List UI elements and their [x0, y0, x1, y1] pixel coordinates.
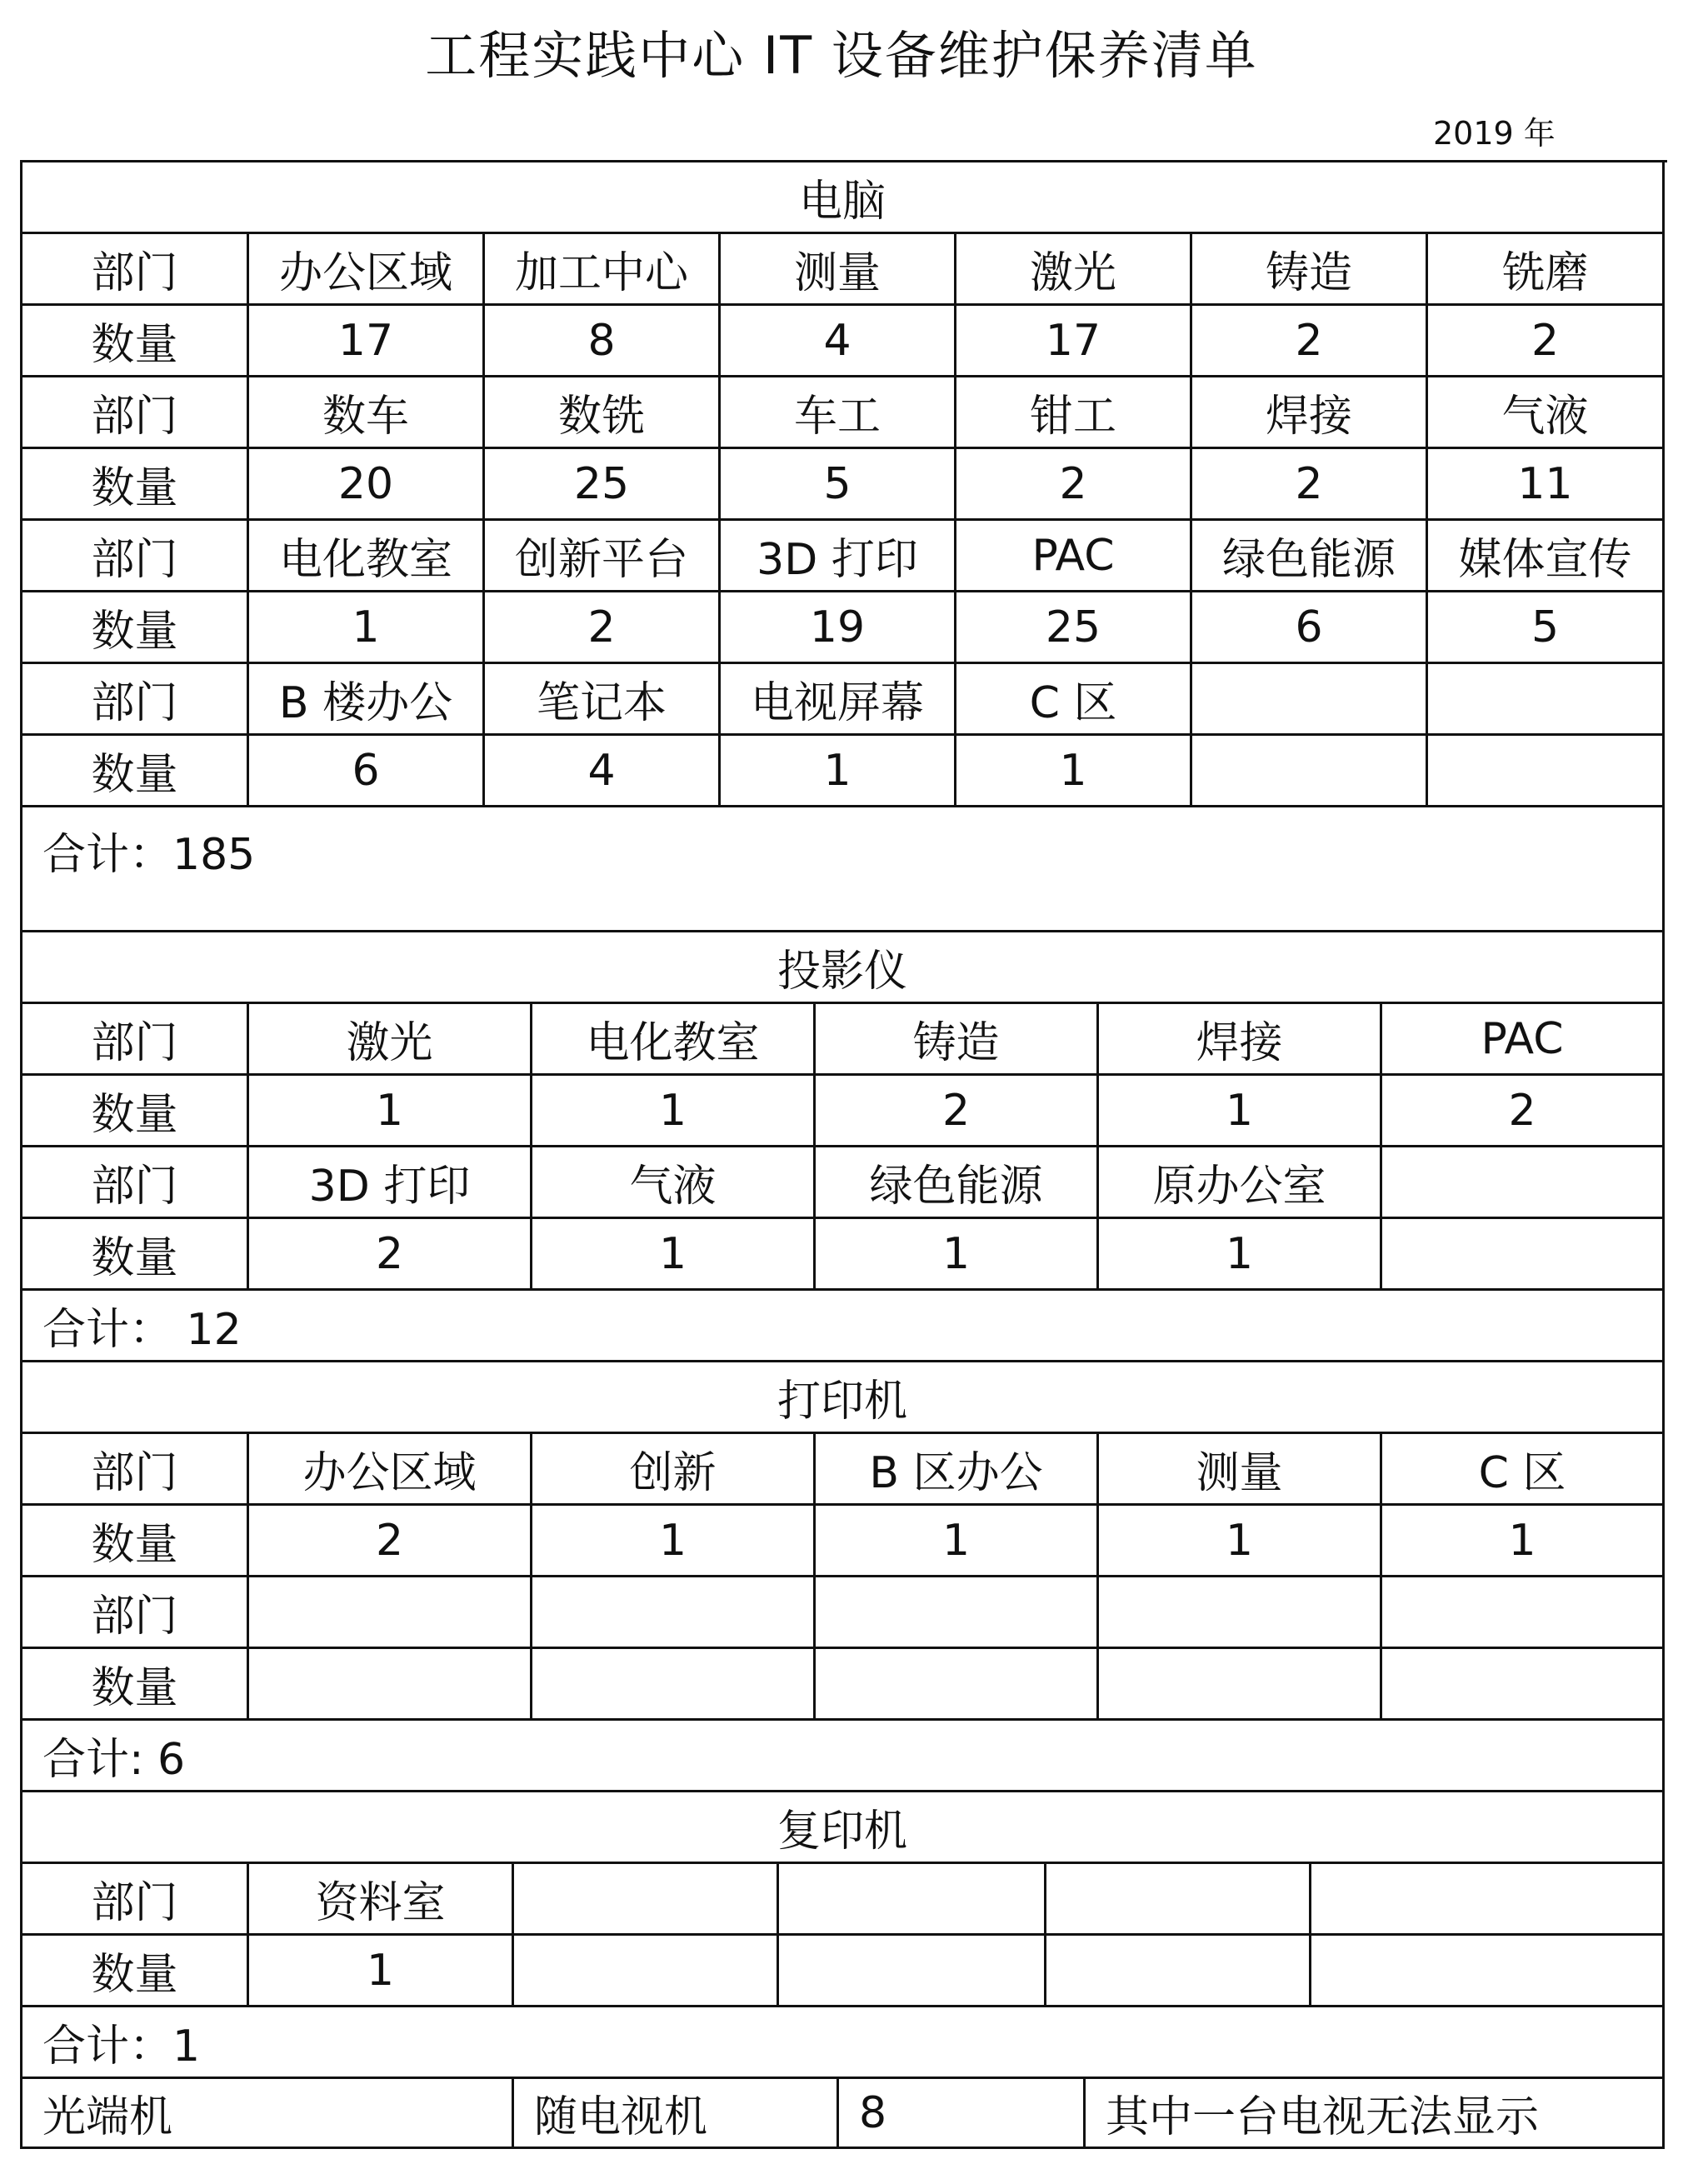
dept-label: 部门 [22, 521, 249, 592]
page-title: 工程实践中心 IT 设备维护保养清单 [425, 25, 1258, 86]
dept-cell: 车工 [721, 377, 956, 449]
printers-heading-row [22, 1362, 1667, 1434]
qty-cell: 5 [1428, 592, 1665, 664]
qty-cell [1099, 1649, 1382, 1721]
qty-cell: 1 [1099, 1076, 1382, 1147]
qty-label: 数量 [22, 736, 249, 807]
dept-cell [514, 1864, 779, 1936]
qty-cell [1428, 736, 1665, 807]
dept-label: 部门 [22, 1004, 249, 1076]
computers-heading-row [22, 162, 1667, 234]
dept-cell: 数铣 [485, 377, 721, 449]
printers-total: 合计: 6 [22, 1721, 1665, 1792]
dept-label: 部门 [22, 1147, 249, 1219]
qty-cell: 1 [249, 1076, 532, 1147]
dept-cell: 铣磨 [1428, 234, 1665, 306]
projectors-row [22, 1219, 1667, 1291]
footer-note: 其中一台电视无法显示 [1086, 2079, 1665, 2149]
qty-cell: 20 [249, 449, 485, 521]
qty-cell: 4 [721, 306, 956, 377]
dept-cell: C 区 [956, 664, 1192, 736]
dept-cell [249, 1577, 532, 1649]
projectors-section [22, 1004, 1667, 1291]
dept-cell: 资料室 [249, 1864, 514, 1936]
projectors-total: 合计： 12 [22, 1291, 1665, 1362]
qty-cell [1311, 1936, 1665, 2007]
printers-row [22, 1506, 1667, 1577]
footer-count: 8 [839, 2079, 1086, 2149]
dept-cell: B 区办公 [816, 1434, 1099, 1506]
dept-cell: 焊接 [1192, 377, 1428, 449]
qty-cell: 19 [721, 592, 956, 664]
qty-cell [1192, 736, 1428, 807]
projectors-row [22, 1076, 1667, 1147]
projectors-heading-row [22, 932, 1667, 1004]
printers-row [22, 1649, 1667, 1721]
qty-cell [779, 1936, 1046, 2007]
copiers-heading: 复印机 [22, 1792, 1665, 1864]
footer-with: 随电视机 [514, 2079, 839, 2149]
footer-row [22, 2079, 1667, 2149]
qty-cell [249, 1649, 532, 1721]
qty-cell: 1 [1099, 1506, 1382, 1577]
qty-label: 数量 [22, 1076, 249, 1147]
qty-cell: 6 [249, 736, 485, 807]
copiers-total-row [22, 2007, 1667, 2079]
qty-cell: 1 [1099, 1219, 1382, 1291]
qty-cell: 25 [485, 449, 721, 521]
dept-cell: 测量 [1099, 1434, 1382, 1506]
qty-label: 数量 [22, 1219, 249, 1291]
dept-cell [1382, 1577, 1665, 1649]
computers-row [22, 592, 1667, 664]
dept-cell: 办公区域 [249, 234, 485, 306]
qty-label: 数量 [22, 1506, 249, 1577]
dept-cell: 测量 [721, 234, 956, 306]
qty-label: 数量 [22, 306, 249, 377]
qty-cell: 8 [485, 306, 721, 377]
qty-cell: 1 [816, 1506, 1099, 1577]
dept-cell: 绿色能源 [1192, 521, 1428, 592]
qty-cell: 17 [956, 306, 1192, 377]
qty-label: 数量 [22, 1936, 249, 2007]
dept-cell [816, 1577, 1099, 1649]
dept-cell: PAC [1382, 1004, 1665, 1076]
computers-total: 合计：185 [22, 807, 1665, 932]
qty-cell: 11 [1428, 449, 1665, 521]
dept-cell: 加工中心 [485, 234, 721, 306]
dept-cell [1192, 664, 1428, 736]
qty-cell: 1 [1382, 1506, 1665, 1577]
printers-heading: 打印机 [22, 1362, 1665, 1434]
qty-cell: 2 [956, 449, 1192, 521]
qty-cell [1046, 1936, 1311, 2007]
dept-cell: 钳工 [956, 377, 1192, 449]
dept-cell: 创新平台 [485, 521, 721, 592]
computers-row [22, 664, 1667, 736]
qty-cell: 1 [532, 1219, 816, 1291]
qty-cell: 5 [721, 449, 956, 521]
dept-cell: 电化教室 [249, 521, 485, 592]
dept-cell: 绿色能源 [816, 1147, 1099, 1219]
dept-cell: 笔记本 [485, 664, 721, 736]
dept-cell: 激光 [956, 234, 1192, 306]
qty-cell: 1 [956, 736, 1192, 807]
qty-cell: 2 [1428, 306, 1665, 377]
dept-cell: 气液 [532, 1147, 816, 1219]
dept-cell: 铸造 [1192, 234, 1428, 306]
computers-row [22, 449, 1667, 521]
printers-row [22, 1434, 1667, 1506]
printers-section [22, 1434, 1667, 1721]
dept-label: 部门 [22, 1864, 249, 1936]
computers-row [22, 377, 1667, 449]
computers-total-row [22, 807, 1667, 932]
qty-cell: 6 [1192, 592, 1428, 664]
dept-cell: 焊接 [1099, 1004, 1382, 1076]
qty-cell: 1 [249, 592, 485, 664]
qty-label: 数量 [22, 449, 249, 521]
qty-label: 数量 [22, 1649, 249, 1721]
qty-cell: 2 [816, 1076, 1099, 1147]
dept-label: 部门 [22, 1434, 249, 1506]
dept-cell [1046, 1864, 1311, 1936]
qty-cell [1382, 1219, 1665, 1291]
dept-cell [779, 1864, 1046, 1936]
computers-section [22, 234, 1667, 807]
dept-cell [532, 1577, 816, 1649]
dept-cell: B 楼办公 [249, 664, 485, 736]
qty-cell: 25 [956, 592, 1192, 664]
qty-cell: 1 [816, 1219, 1099, 1291]
dept-cell: C 区 [1382, 1434, 1665, 1506]
qty-cell: 2 [1382, 1076, 1665, 1147]
copiers-row [22, 1864, 1667, 1936]
qty-cell: 1 [721, 736, 956, 807]
copiers-section [22, 1864, 1667, 2007]
dept-cell: 电视屏幕 [721, 664, 956, 736]
printers-row [22, 1577, 1667, 1649]
qty-cell: 1 [532, 1506, 816, 1577]
footer-item: 光端机 [22, 2079, 514, 2149]
printers-total-row [22, 1721, 1667, 1792]
qty-cell: 2 [1192, 306, 1428, 377]
dept-cell: 气液 [1428, 377, 1665, 449]
dept-cell: 3D 打印 [249, 1147, 532, 1219]
dept-cell: 铸造 [816, 1004, 1099, 1076]
year-label: 2019 年 [1433, 115, 1556, 152]
dept-cell: 数车 [249, 377, 485, 449]
dept-cell [1428, 664, 1665, 736]
copiers-total: 合计：1 [22, 2007, 1665, 2079]
computers-row [22, 234, 1667, 306]
dept-label: 部门 [22, 1577, 249, 1649]
computers-row [22, 521, 1667, 592]
projectors-heading: 投影仪 [22, 932, 1665, 1004]
qty-cell [1382, 1649, 1665, 1721]
qty-label: 数量 [22, 592, 249, 664]
qty-cell: 2 [249, 1219, 532, 1291]
copiers-row [22, 1936, 1667, 2007]
qty-cell [816, 1649, 1099, 1721]
dept-label: 部门 [22, 664, 249, 736]
computers-row [22, 306, 1667, 377]
qty-cell: 17 [249, 306, 485, 377]
computers-row [22, 736, 1667, 807]
qty-cell: 2 [485, 592, 721, 664]
dept-cell [1099, 1577, 1382, 1649]
projectors-row [22, 1004, 1667, 1076]
dept-cell: 3D 打印 [721, 521, 956, 592]
dept-cell: 电化教室 [532, 1004, 816, 1076]
projectors-total-row [22, 1291, 1667, 1362]
dept-cell: PAC [956, 521, 1192, 592]
dept-cell: 原办公室 [1099, 1147, 1382, 1219]
computers-heading: 电脑 [22, 162, 1665, 234]
qty-cell: 1 [532, 1076, 816, 1147]
projectors-row [22, 1147, 1667, 1219]
dept-cell: 创新 [532, 1434, 816, 1506]
dept-cell: 激光 [249, 1004, 532, 1076]
qty-cell: 1 [249, 1936, 514, 2007]
copiers-heading-row [22, 1792, 1667, 1864]
dept-label: 部门 [22, 234, 249, 306]
qty-cell: 2 [1192, 449, 1428, 521]
qty-cell [532, 1649, 816, 1721]
dept-cell [1382, 1147, 1665, 1219]
qty-cell: 4 [485, 736, 721, 807]
qty-cell [514, 1936, 779, 2007]
dept-label: 部门 [22, 377, 249, 449]
qty-cell: 2 [249, 1506, 532, 1577]
equipment-table [20, 160, 1667, 2149]
dept-cell: 办公区域 [249, 1434, 532, 1506]
dept-cell [1311, 1864, 1665, 1936]
dept-cell: 媒体宣传 [1428, 521, 1665, 592]
